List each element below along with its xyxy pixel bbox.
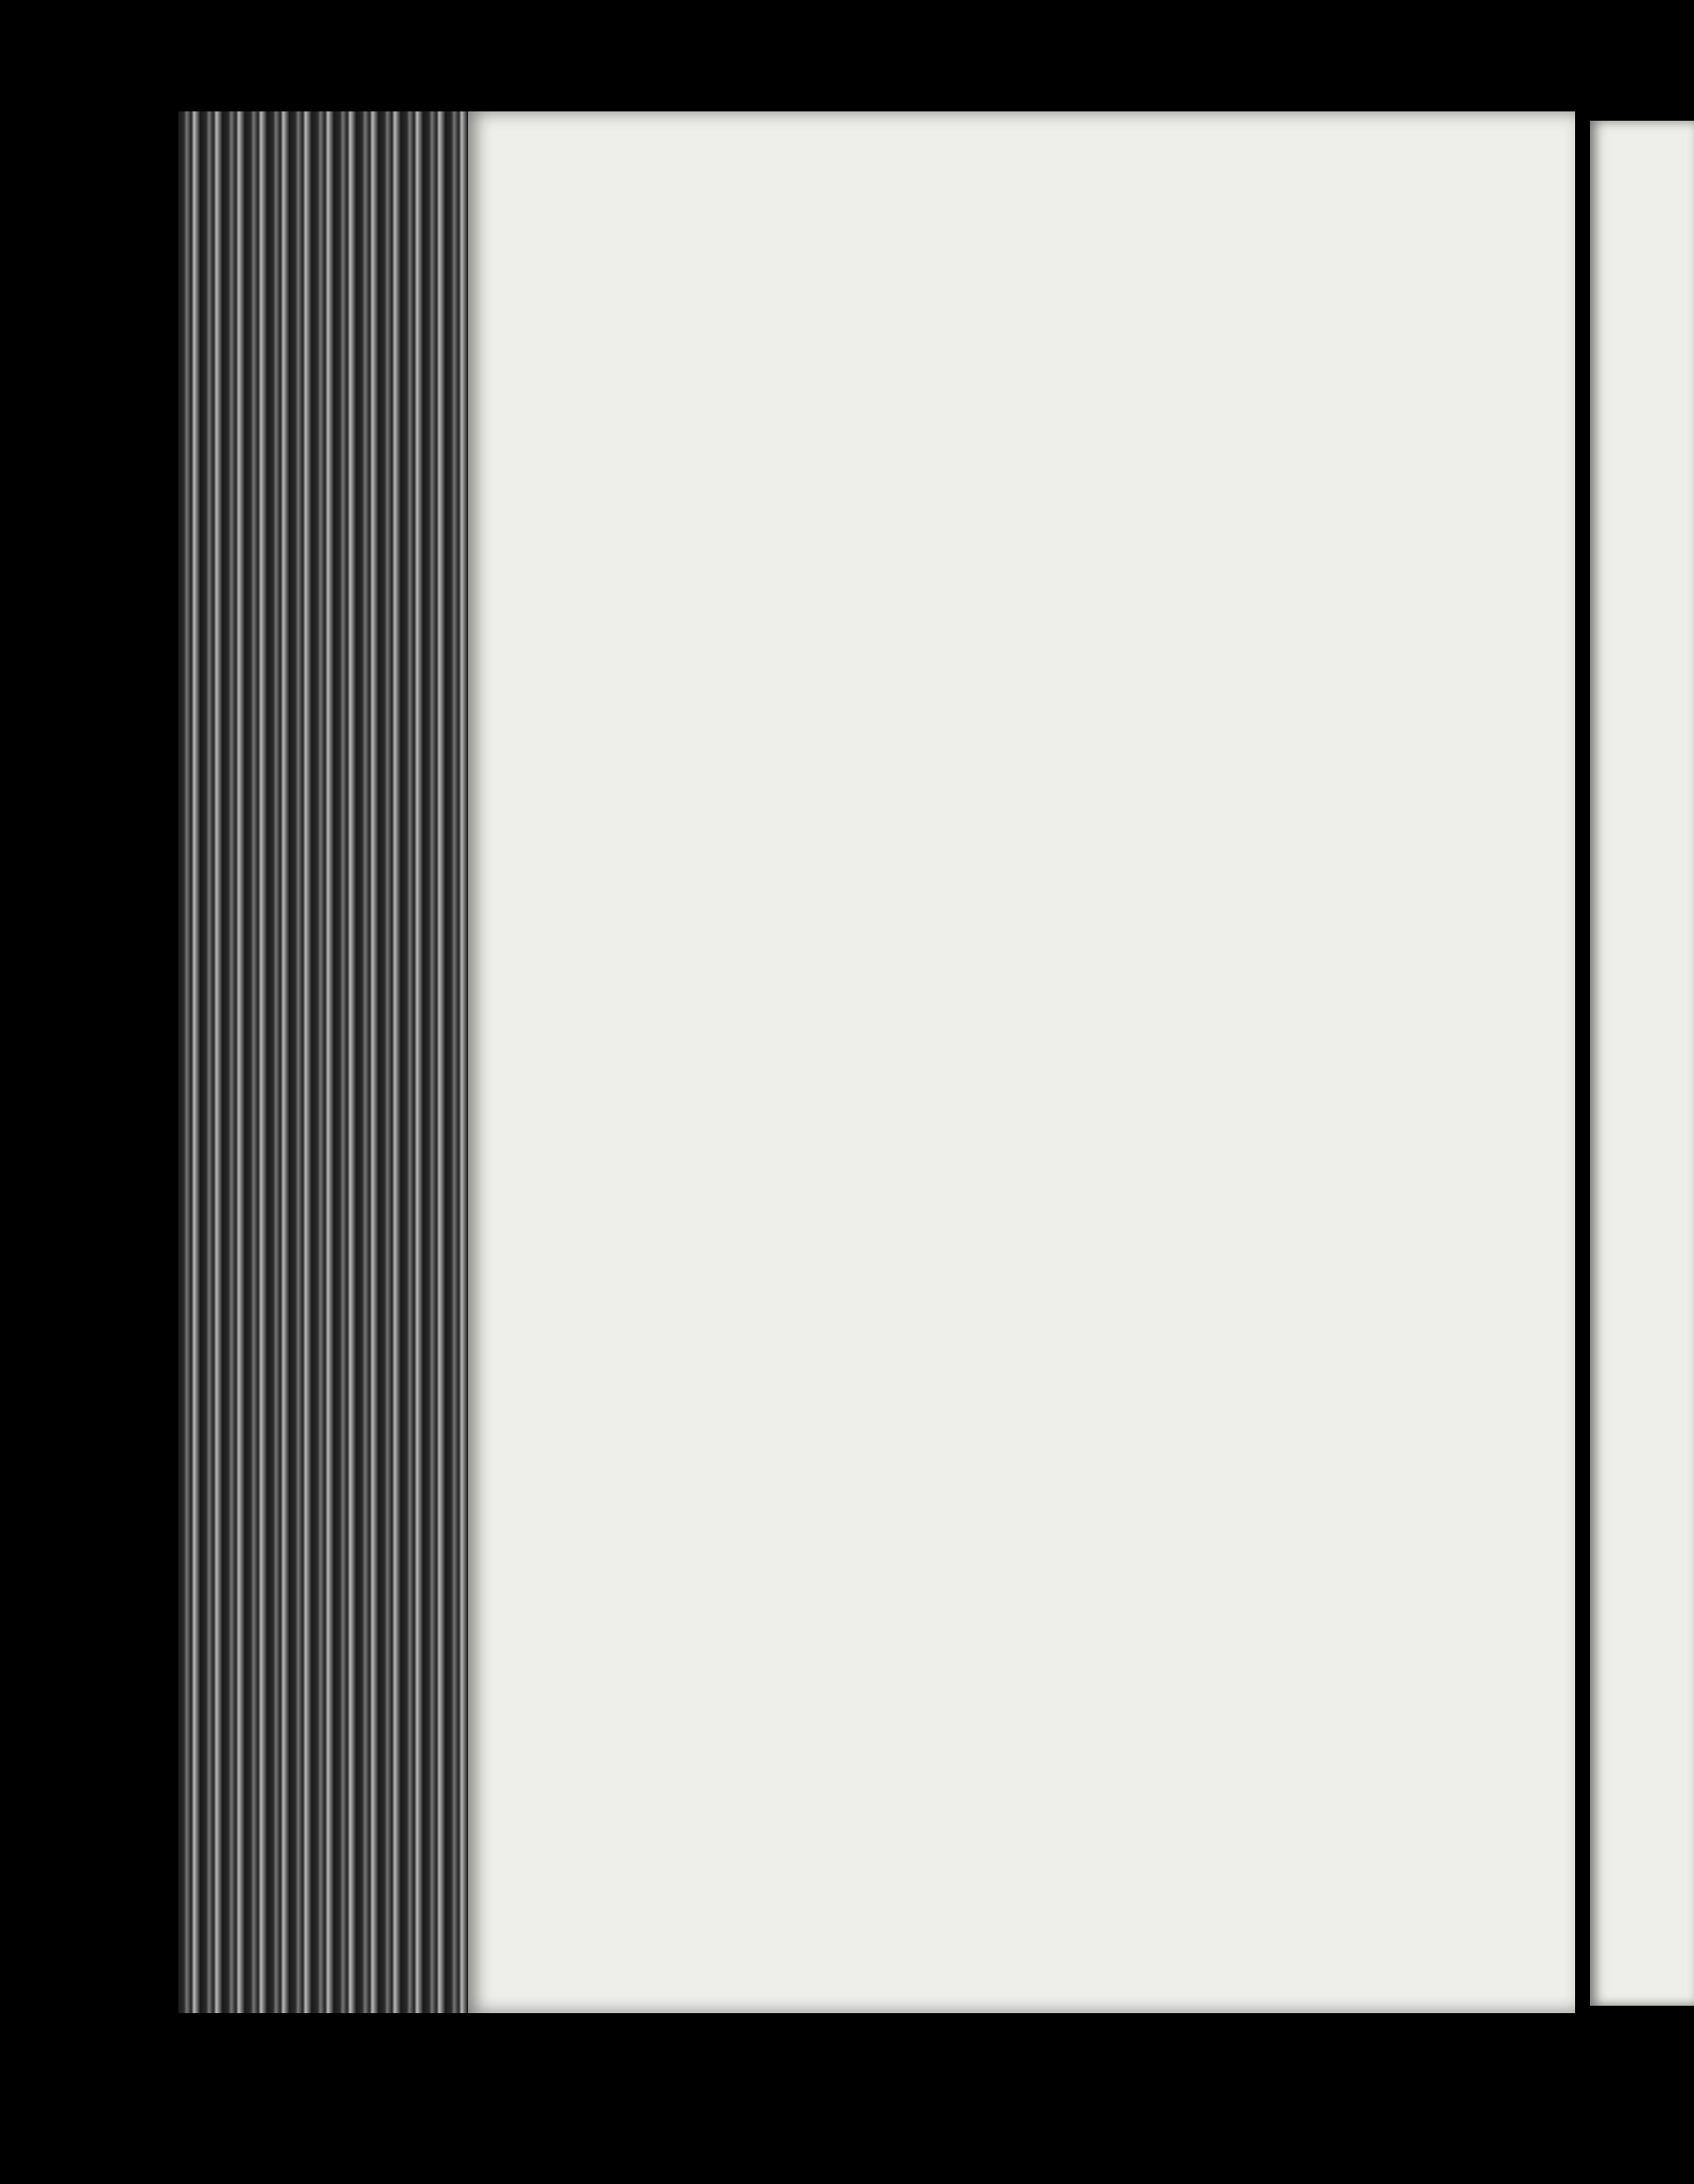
book-page-edges — [178, 111, 468, 2013]
page-header — [468, 271, 1575, 327]
right-page-fragment — [1590, 121, 1694, 2006]
left-page — [468, 111, 1575, 2013]
